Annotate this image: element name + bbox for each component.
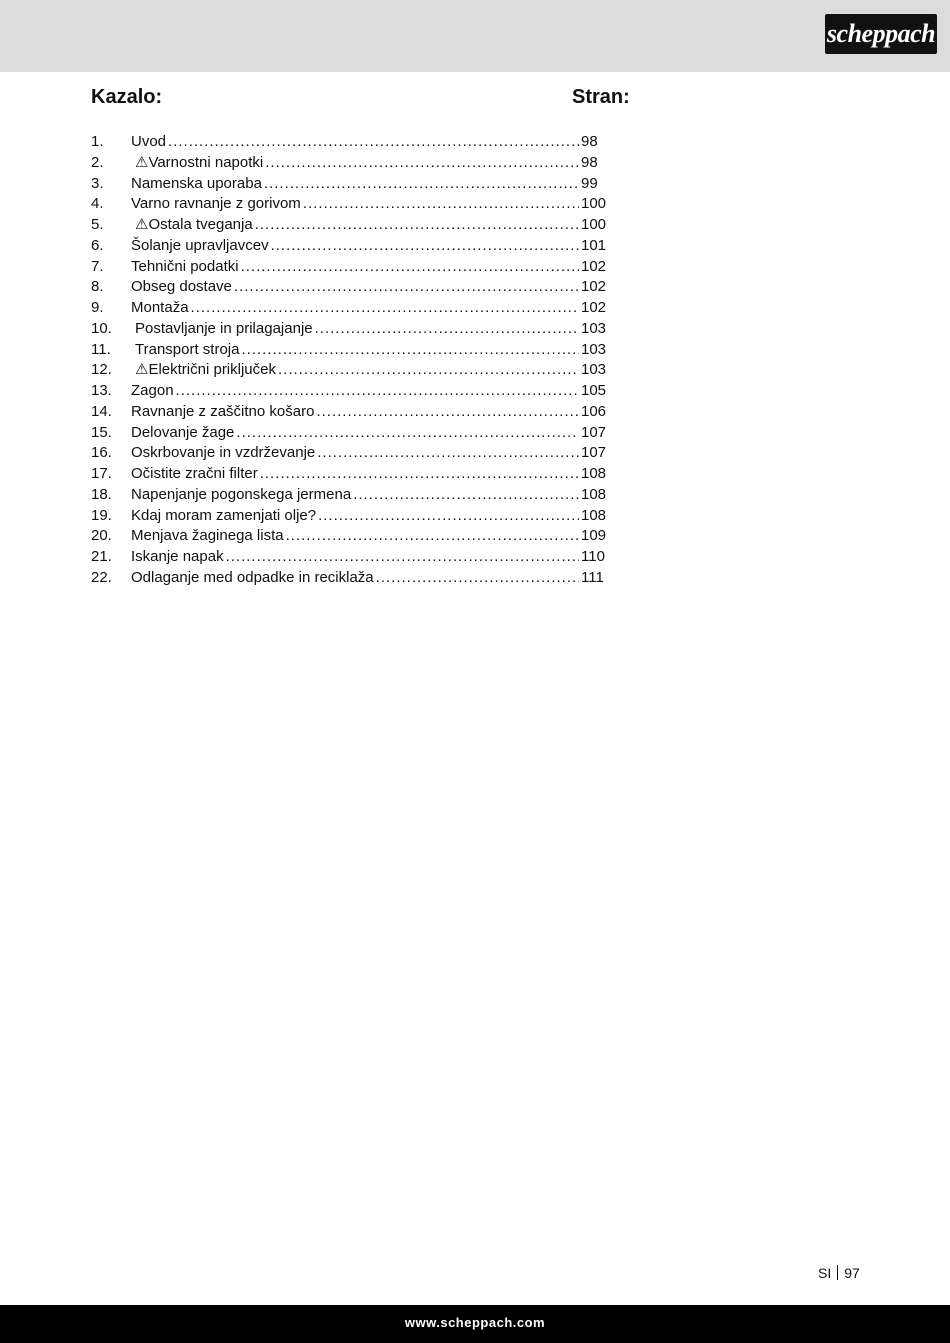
toc-entry-title: Obseg dostave [131,278,232,296]
toc-entry-number: 16. [91,444,112,462]
toc-entry[interactable] [91,277,611,298]
dot-leader [318,506,579,527]
toc-entry-page: 100 [581,195,607,213]
dot-leader [317,443,579,464]
toc-entry-page: 108 [581,465,607,482]
toc-entry-title: Varno ravnanje z gorivom [131,195,301,213]
toc-entry-title: Menjava žaginega lista [131,527,284,545]
toc-entry-page: 100 [581,216,607,233]
toc-entry[interactable] [91,298,611,319]
dot-leader [234,277,579,298]
page-column-title: Stran: [572,86,630,108]
toc-entry-page: 111 [581,568,604,586]
toc-entry-title: Namenska uporaba [131,174,262,192]
dot-leader [376,568,579,589]
toc-entry-number: 9. [91,299,104,316]
toc-entry[interactable] [91,464,611,485]
toc-entry-title: Tehnični podatki [131,257,239,275]
toc-entry-title: Uvod [131,133,167,150]
toc-entry[interactable] [91,423,611,444]
dot-leader [286,526,579,547]
dot-leader [315,319,579,340]
toc-entry[interactable] [91,402,611,423]
toc-entry-number: 13. [91,382,112,399]
language-code: SI [818,1265,832,1281]
toc-entry-page: 103 [581,340,607,358]
separator-line [837,1265,838,1280]
toc-entry-page: 108 [581,485,607,503]
toc-entry[interactable] [91,381,611,402]
toc-entry-title: Šolanje upravljavcev [131,236,269,254]
warning-triangle-icon: ⚠ [135,216,149,233]
page-number [818,1265,860,1281]
toc-entry-title: Transport stroja [135,340,240,358]
toc-title: Kazalo: [91,86,163,108]
toc-entry-title: Zagon [131,382,174,399]
toc-entry-page: 103 [581,361,607,379]
toc-entry-title: Delovanje žage [131,423,235,441]
warning-triangle-icon: ⚠ [135,153,149,171]
toc-entry[interactable] [91,547,611,568]
toc-entry-page: 107 [581,444,607,462]
toc-entry[interactable] [91,443,611,464]
toc-entry[interactable] [91,506,611,527]
toc-entry-title: Očistite zračni filter [131,465,258,482]
toc-entry-number: 6. [91,236,104,254]
toc-entry-page: 102 [581,257,607,275]
toc-entry-title: Odlaganje med odpadke in reciklaža [131,568,374,586]
toc-entry-number: 1. [91,133,104,150]
toc-entry[interactable] [91,194,611,215]
toc-entry[interactable] [91,132,611,153]
toc-entry-page: 102 [581,278,607,296]
dot-leader [226,547,579,568]
table-of-contents [91,132,611,589]
toc-entry[interactable] [91,526,611,547]
toc-entry-number: 7. [91,257,104,275]
toc-entry-number: 11. [91,340,111,358]
dot-leader [168,132,579,153]
toc-entry[interactable] [91,360,611,381]
toc-entry-title: Napenjanje pogonskega jermena [131,485,352,503]
toc-entry-page: 107 [581,423,607,441]
scheppach-logo: scheppach [825,14,937,54]
dot-leader [241,340,579,361]
dot-leader [236,423,579,444]
toc-entry-page: 108 [581,506,607,524]
toc-entry[interactable] [91,257,611,278]
dot-leader [353,485,579,506]
toc-entry-page: 99 [581,174,598,192]
dot-leader [255,215,579,236]
page-number-value: 97 [844,1265,860,1281]
dot-leader [265,153,579,174]
footer-bar [0,1305,950,1343]
toc-entry-title: Ostala tveganja [148,216,253,233]
toc-entry[interactable] [91,215,611,236]
toc-entry-number: 2. [91,153,104,171]
dot-leader [176,381,579,402]
toc-entry-number: 15. [91,423,112,441]
toc-entry-title: Kdaj moram zamenjati olje? [131,506,317,524]
toc-entry[interactable] [91,153,611,174]
toc-entry-title: Postavljanje in prilagajanje [135,319,313,337]
toc-entry-title: Montaža [131,299,189,316]
toc-entry-title: Ravnanje z zaščitno košaro [131,402,315,420]
toc-entry-number: 20. [91,527,112,545]
toc-entry-number: 8. [91,278,104,296]
dot-leader [264,174,579,195]
toc-entry-page: 98 [581,133,598,150]
toc-entry-number: 21. [91,548,112,565]
toc-entry[interactable] [91,485,611,506]
website-link[interactable]: www.scheppach.com [404,1315,546,1330]
toc-entry-number: 22. [91,568,112,586]
toc-entry[interactable] [91,319,611,340]
toc-entry[interactable] [91,174,611,195]
toc-entry-page: 102 [581,299,607,316]
toc-entry-number: 10. [91,319,112,337]
toc-entry-title: Varnostni napotki [148,153,264,171]
toc-entry[interactable] [91,568,611,589]
toc-entry-number: 5. [91,216,104,233]
toc-entry-page: 105 [581,382,607,399]
toc-entry-number: 14. [91,402,112,420]
dot-leader [278,360,579,381]
toc-entry-page: 98 [581,153,598,171]
toc-entry-page: 103 [581,319,607,337]
dot-leader [271,236,579,257]
toc-entry-page: 106 [581,402,607,420]
toc-entry-page: 101 [581,236,607,254]
toc-entry-number: 12. [91,361,112,379]
toc-entry-number: 18. [91,485,112,503]
toc-entry[interactable] [91,340,611,361]
dot-leader [303,194,579,215]
toc-entry-page: 109 [581,527,607,545]
toc-entry-title: Električni priključek [148,361,276,379]
dot-leader [191,298,579,319]
warning-triangle-icon: ⚠ [135,361,149,379]
toc-entry-page: 110 [581,548,605,565]
toc-entry-title: Oskrbovanje in vzdrževanje [131,444,316,462]
toc-entry-number: 4. [91,195,104,213]
toc-entry-title: Iskanje napak [131,548,224,565]
header-band [0,0,950,72]
dot-leader [260,464,579,485]
dot-leader [241,257,579,278]
toc-entry-number: 19. [91,506,112,524]
toc-entry-number: 17. [91,465,112,482]
toc-entry-number: 3. [91,174,104,192]
toc-entry[interactable] [91,236,611,257]
dot-leader [316,402,579,423]
